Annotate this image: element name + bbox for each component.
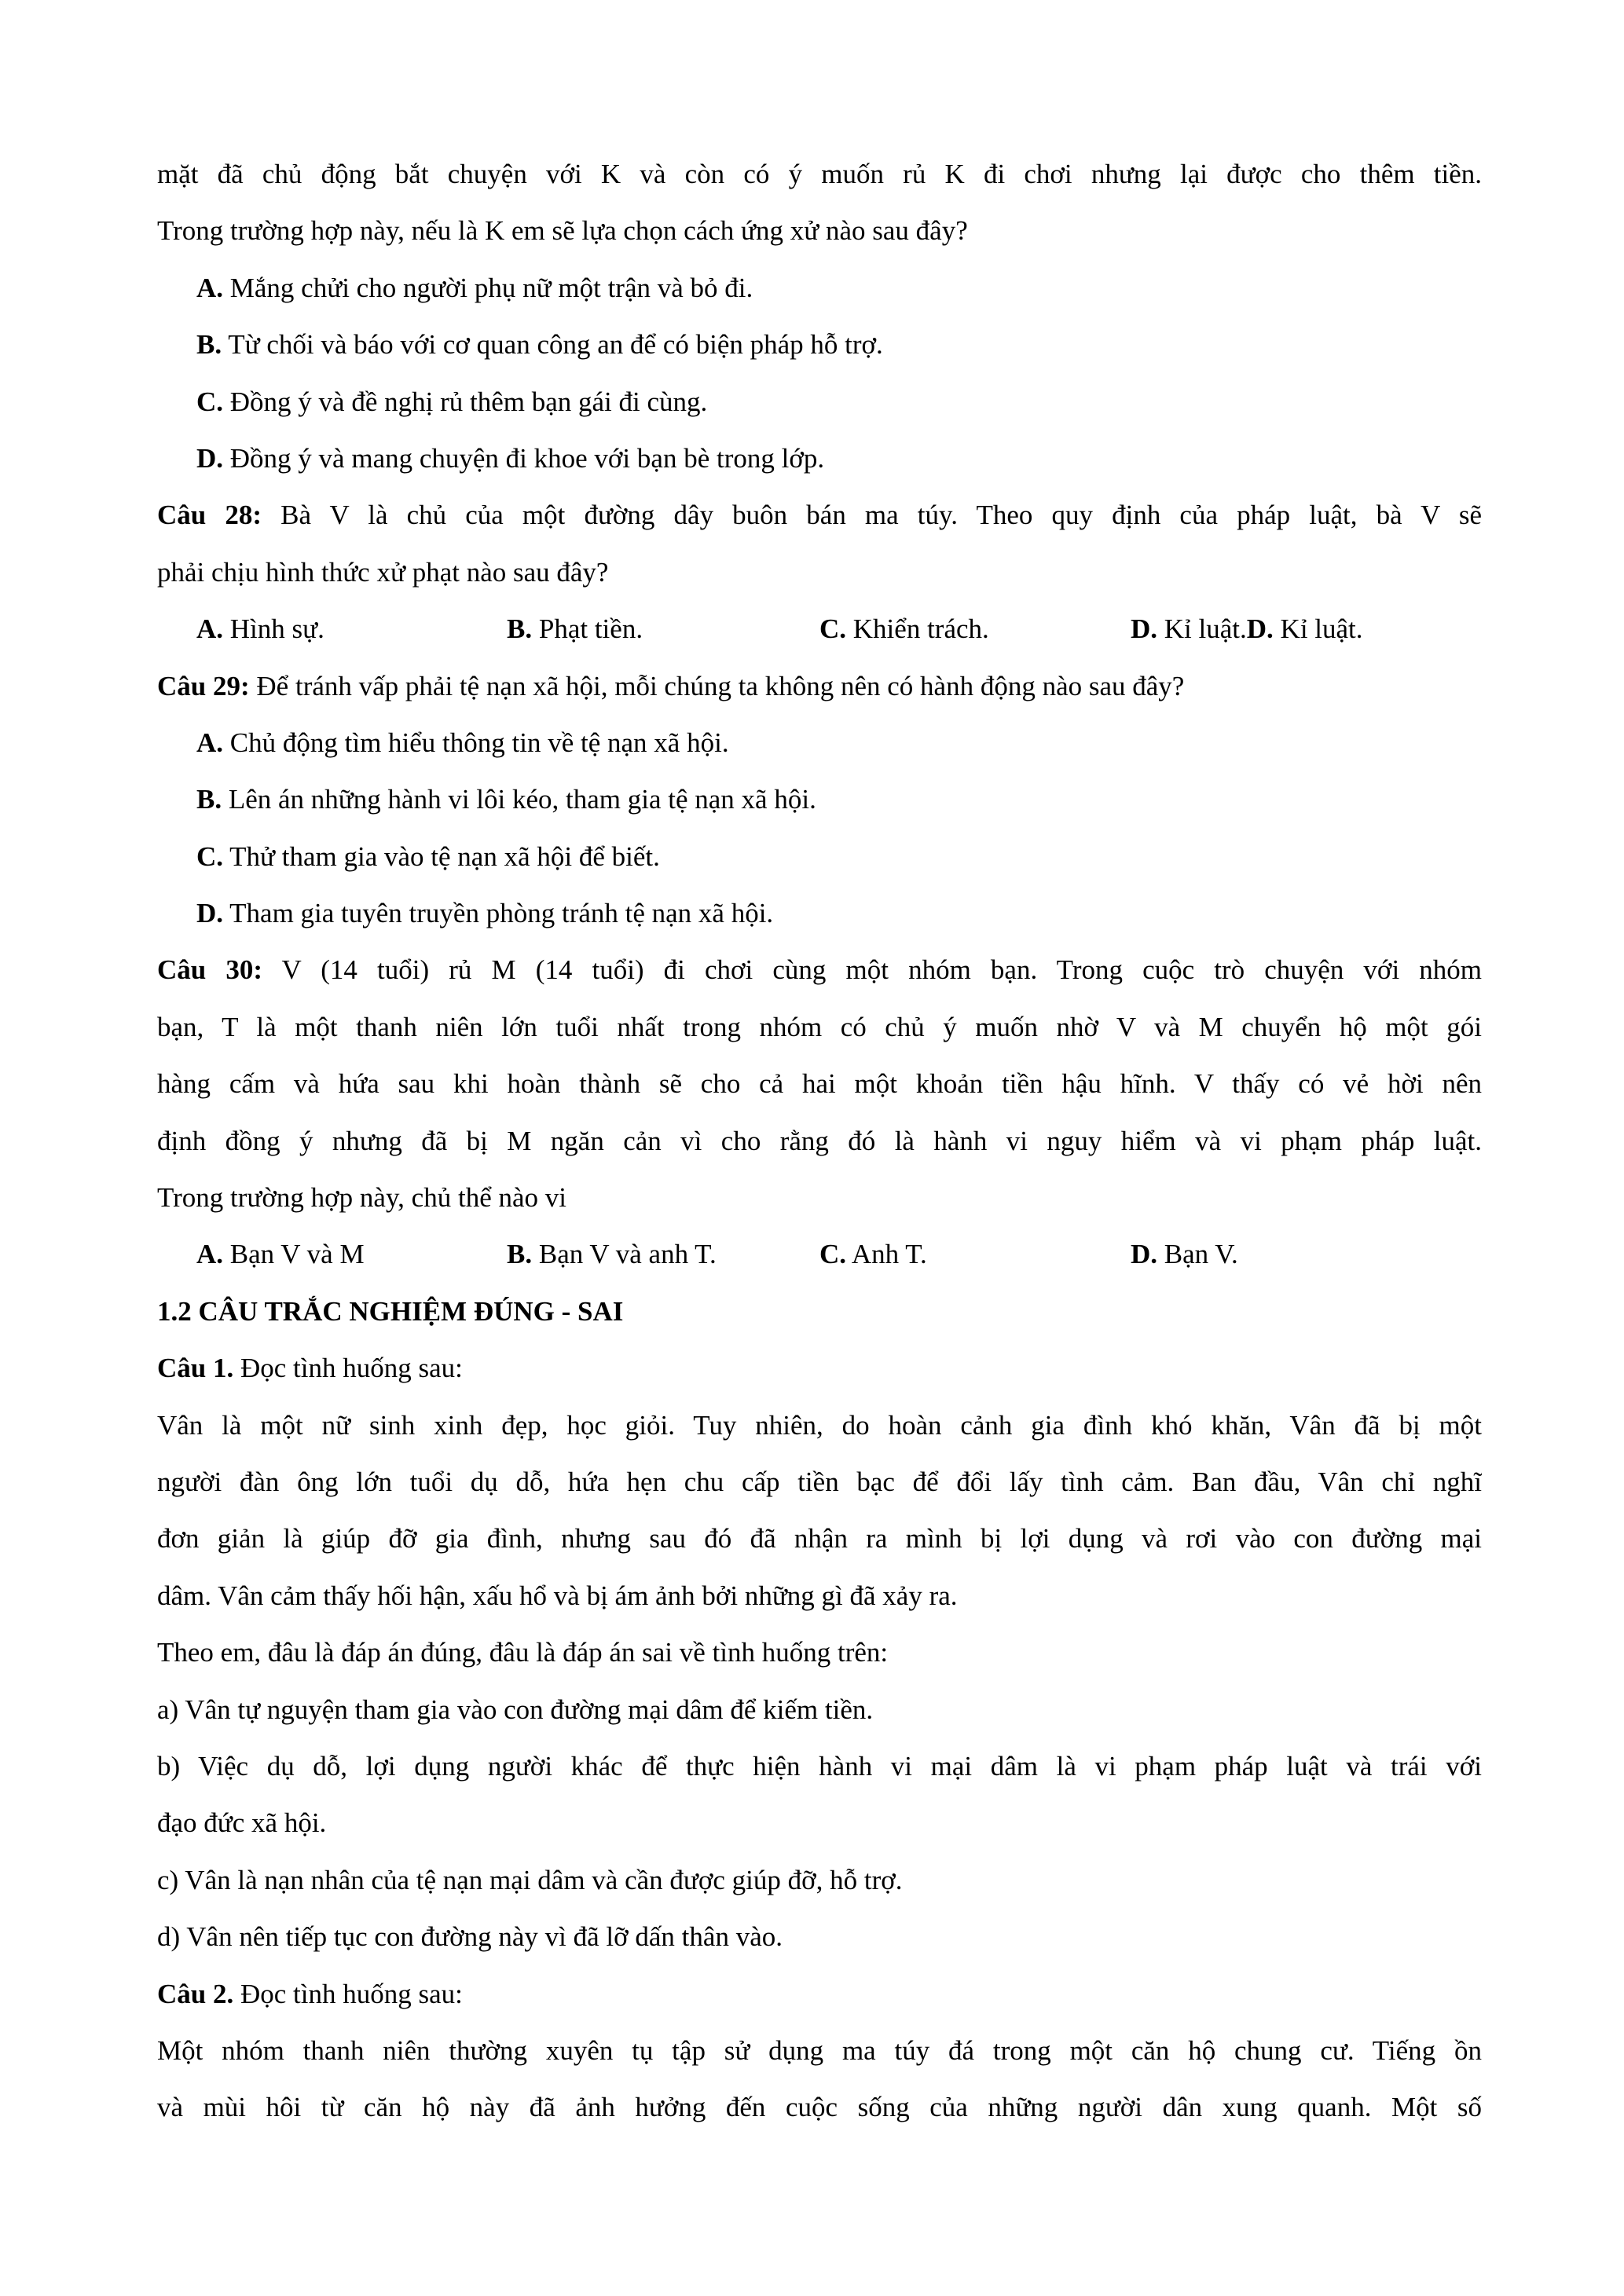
option-b	[157, 771, 1482, 828]
text-line: Một nhóm thanh niên thường xuyên tụ tập sử dụng ma túy đá trong một căn hộ chung cư. Tiếng ồn	[157, 2034, 1482, 2066]
option-key: B.	[196, 329, 222, 361]
option-c	[157, 374, 1482, 430]
option-key: C.	[819, 1239, 847, 1270]
option-key: C.	[196, 840, 224, 872]
option-key: D.	[1131, 613, 1158, 645]
text-line: Vân là một nữ sinh xinh đẹp, học giỏi. Tuy nhiên, do hoàn cảnh gia đình khó khăn, Vân đã bị một	[157, 1409, 1482, 1441]
statement-a: a) Vân tự nguyện tham gia vào con đường mại dâm để kiếm tiền.	[157, 1694, 874, 1725]
option-b	[507, 601, 643, 657]
option-key: B.	[507, 1239, 533, 1270]
text-line: và mùi hôi từ căn hộ này đã ảnh hưởng đến cuộc sống của những người dân xung quanh. Một số	[157, 2092, 1482, 2123]
option-a	[157, 715, 1482, 771]
option-b	[157, 317, 1482, 373]
option-key: B.	[196, 784, 222, 815]
option-text: Bạn V và anh T.	[532, 1239, 717, 1270]
text-line: Theo em, đâu là đáp án đúng, đâu là đáp án sai về tình huống trên:	[157, 1637, 889, 1668]
option-text: Bạn V và M	[223, 1239, 365, 1270]
option-text: Thử tham gia vào tệ nạn xã hội để biết.	[223, 840, 660, 872]
option-key: A.	[196, 727, 224, 758]
text-line: người đàn ông lớn tuổi dụ dỗ, hứa hẹn chu cấp tiền bạc để đổi lấy tình cảm. Ban đầu, Vân chỉ nghĩ	[157, 1466, 1482, 1497]
option-text: Anh T.	[846, 1239, 927, 1270]
text-line: Trong trường hợp này, nếu là K em sẽ lựa chọn cách ứng xử nào sau đây?	[157, 215, 968, 247]
text-line: hàng cấm và hứa sau khi hoàn thành sẽ cho cả hai một khoản tiền hậu hĩnh. V thấy có vẻ hời nên	[157, 1068, 1482, 1100]
option-key: A.	[196, 1239, 224, 1270]
text-line: định đồng ý nhưng đã bị M ngăn cản vì cho rằng đó là hành vi nguy hiểm và vi phạm pháp luật.	[157, 1125, 1482, 1156]
question-label: Câu 30:	[157, 954, 263, 986]
option-a	[157, 260, 1482, 317]
option-d	[1131, 601, 1363, 657]
question-30	[157, 942, 1482, 998]
text-line: đạo đức xã hội.	[157, 1807, 327, 1839]
option-key: D.	[196, 442, 224, 474]
option-key: D.	[1246, 613, 1274, 645]
option-key: D.	[1131, 1239, 1158, 1270]
statement-d: d) Vân nên tiếp tục con đường này vì đã lỡ dấn thân vào.	[157, 1921, 783, 1953]
text-line: Bà V là chủ của một đường dây buôn bán ma túy. Theo quy định của pháp luật, bà V sẽ	[262, 500, 1482, 531]
document-page	[157, 146, 1482, 2137]
option-text: Mắng chửi cho người phụ nữ một trận và bỏ đi.	[223, 272, 753, 303]
option-c	[157, 829, 1482, 885]
question-label: Câu 29:	[157, 670, 250, 701]
option-text: Tham gia tuyên truyền phòng tránh tệ nạn xã hội.	[223, 898, 774, 929]
text-line: Đọc tình huống sau:	[233, 1353, 463, 1384]
question-label: Câu 1.	[157, 1353, 234, 1384]
option-text: Lên án những hành vi lôi kéo, tham gia tệ nạn xã hội.	[222, 784, 816, 815]
option-text: Phạt tiền.	[532, 613, 643, 645]
section-heading-text: 1.2 CÂU TRẮC NGHIỆM ĐÚNG - SAI	[157, 1295, 624, 1327]
statement-b: b) Việc dụ dỗ, lợi dụng người khác để thực hiện hành vi mại dâm là vi phạm pháp luật và trái với	[157, 1750, 1482, 1782]
options-row	[157, 1226, 1482, 1283]
option-text: Bạn V.	[1157, 1239, 1238, 1270]
option-c	[819, 1226, 927, 1283]
statement-c: c) Vân là nạn nhân của tệ nạn mại dâm và cần được giúp đỡ, hỗ trợ.	[157, 1864, 903, 1895]
section-heading	[157, 1283, 1482, 1340]
option-text: Khiển trách.	[846, 613, 989, 645]
option-a	[196, 601, 324, 657]
option-text: Hình sự.	[223, 613, 324, 645]
option-key: C.	[196, 386, 224, 417]
text-line: V (14 tuổi) rủ M (14 tuổi) đi chơi cùng một nhóm bạn. Trong cuộc trò chuyện với nhóm	[262, 954, 1482, 986]
question-28	[157, 487, 1482, 544]
option-d	[157, 430, 1482, 487]
tf-question-1	[157, 1340, 1482, 1397]
option-text: Chủ động tìm hiểu thông tin về tệ nạn xã hội.	[223, 727, 729, 758]
option-key: D.	[196, 898, 224, 929]
text-line: phải chịu hình thức xử phạt nào sau đây?	[157, 556, 609, 588]
option-key: A.	[196, 272, 224, 303]
option-b	[507, 1226, 717, 1283]
text-line: bạn, T là một thanh niên lớn tuổi nhất trong nhóm có chủ ý muốn nhờ V và M chuyển hộ một gói	[157, 1011, 1482, 1042]
text-line: đơn giản là giúp đỡ gia đình, nhưng sau đó đã nhận ra mình bị lợi dụng và rơi vào con đường mại	[157, 1523, 1482, 1554]
question-29	[157, 658, 1482, 715]
option-text: Đồng ý và đề nghị rủ thêm bạn gái đi cùng.	[223, 386, 708, 417]
option-c	[819, 601, 989, 657]
option-key: C.	[819, 613, 847, 645]
option-text: Kỉ luật.	[1157, 613, 1247, 645]
option-text: Từ chối và báo với cơ quan công an để có biện pháp hỗ trợ.	[222, 329, 883, 361]
option-text: Đồng ý và mang chuyện đi khoe với bạn bè trong lớp.	[223, 442, 825, 474]
option-a	[196, 1226, 365, 1283]
option-key: B.	[507, 613, 533, 645]
text-line: Để tránh vấp phải tệ nạn xã hội, mỗi chúng ta không nên có hành động nào sau đây?	[249, 670, 1185, 701]
options-row	[157, 601, 1482, 657]
option-d	[1131, 1226, 1238, 1283]
text-line: Đọc tình huống sau:	[233, 1978, 463, 2009]
option-d	[157, 885, 1482, 942]
tf-question-2	[157, 1966, 1482, 2023]
option-text: Kỉ luật.	[1273, 613, 1363, 645]
text-line: mặt đã chủ động bắt chuyện với K và còn có ý muốn rủ K đi chơi nhưng lại được cho thêm tiền.	[157, 159, 1482, 189]
text-line: Trong trường hợp này, chủ thể nào vi	[157, 1182, 566, 1214]
question-label: Câu 2.	[157, 1978, 234, 2009]
question-label: Câu 28:	[157, 500, 262, 531]
option-key: A.	[196, 613, 224, 645]
text-line: dâm. Vân cảm thấy hối hận, xấu hổ và bị ám ảnh bởi những gì đã xảy ra.	[157, 1580, 958, 1611]
